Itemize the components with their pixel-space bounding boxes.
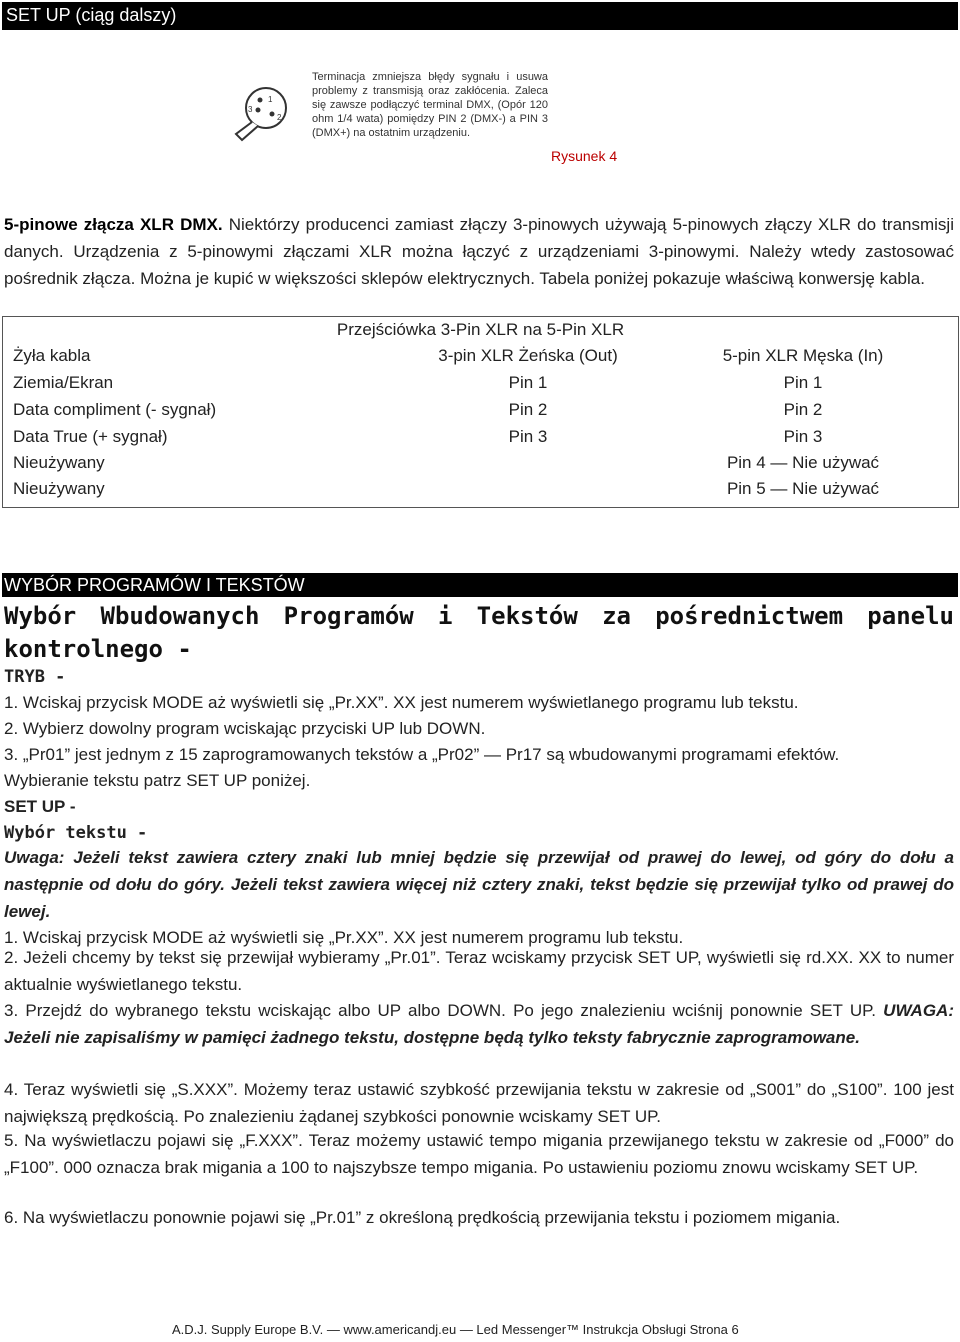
table-cell: Data True (+ sygnał) <box>13 427 168 446</box>
setup-step: 5. Na wyświetlaczu pojawi się „F.XXX”. Teraz możemy ustawić tempo migania przewijanego tekstu w zakresie od „F000” do „F100”. 000 oznacza brak migania a 100 to najszybsze tempo migania. Po ustawieniu poziomu znowu wciskamy SET UP. <box>4 1131 954 1177</box>
setup-step-text: 3. Przejdź do wybranego tekstu wciskając albo UP albo DOWN. Po jego znalezieniu wciśnij ponownie SET UP. <box>4 1001 884 1020</box>
table-cell: 5-pin XLR Męska (In) <box>722 346 884 365</box>
factory-text-warning: UWAGA: Jeżeli nie zapisaliśmy w pamięci żadnego tekstu, dostępne będą tylko teksty fabrycznie zaprogramowane. <box>4 1001 954 1047</box>
xlr-paragraph <box>4 212 954 292</box>
table-cell: Pin 1 <box>508 373 548 392</box>
table-cell: Ziemia/Ekran <box>13 373 114 392</box>
setup-label: SET UP - <box>4 797 76 816</box>
table-row <box>13 479 953 505</box>
page-footer: A.D.J. Supply Europe B.V. — www.americandj.eu — Led Messenger™ Instrukcja Obsługi Strona 6 <box>172 1322 739 1337</box>
setup-step: 6. Na wyświetlaczu ponownie pojawi się „Pr.01” z określoną prędkością przewijania tekstu i poziomem migania. <box>4 1208 841 1227</box>
section-header-bar <box>2 2 958 30</box>
table-cell: Data compliment (- sygnał) <box>13 400 217 419</box>
program-step: 1. Wciskaj przycisk MODE aż wyświetli się „Pr.XX”. XX jest numerem wyświetlanego programu lub tekstu. <box>4 693 799 712</box>
program-step: Wybieranie tekstu patrz SET UP poniżej. <box>4 771 311 790</box>
table-cell: 3-pin XLR Żeńska (Out) <box>438 346 618 365</box>
figure-caption: Rysunek 4 <box>551 148 618 164</box>
table-header-row <box>13 346 953 372</box>
table-row <box>13 453 953 479</box>
table-row <box>13 427 953 453</box>
setup-step: 4. Teraz wyświetli się „S.XXX”. Możemy teraz ustawić szybkość przewijania tekstu w zakresie od „S001” do „S100”. 100 jest największą prędkością. Po znalezieniu żądanej szybkości ponownie wciskamy SET UP. <box>4 1080 954 1126</box>
program-step: 3. „Pr01” jest jednym z 15 zaprogramowanych tekstów a „Pr02” — Pr17 są wbudowanymi programami efektów. <box>4 745 840 764</box>
table-cell: Pin 4 — Nie używać <box>726 453 880 472</box>
table-cell: Pin 2 <box>783 400 823 419</box>
xlr-terminator-icon <box>228 78 298 148</box>
table-row <box>13 373 953 399</box>
table-cell: Pin 3 <box>783 427 823 446</box>
table-cell: Nieużywany <box>13 453 105 472</box>
table-cell: Pin 5 — Nie używać <box>726 479 880 498</box>
text-selection-label: Wybór tekstu - <box>4 823 148 843</box>
scroll-warning: Uwaga: Jeżeli tekst zawiera cztery znaki lub mniej będzie się przewijał od prawej do lewej, od góry do dołu a następnie od dołu do góry. Jeżeli tekst zawiera więcej niż cztery znaki, tekst będzie się przewijał tylko od prawej do lewej. <box>4 848 954 921</box>
section-title: SET UP (ciąg dalszy) <box>6 5 177 25</box>
termination-note: Terminacja zmniejsza błędy sygnału i usuwa problemy z transmisją oraz zakłócenia. Zaleca się zawsze podłączyć terminal DMX, (Opór 120 ohm 1/4 wata) pomiędzy PIN 2 (DMX-) a PIN 3 (DMX+) na ostatnim urządzeniu. <box>312 71 548 139</box>
program-step: 2. Wybierz dowolny program wciskając przyciski UP lub DOWN. <box>4 719 486 738</box>
svg-text:2: 2 <box>277 113 282 122</box>
table-cell: Pin 2 <box>508 400 548 419</box>
program-heading: Wybór Wbudowanych Programów i Tekstów za pośrednictwem panelu kontrolnego - <box>4 602 954 663</box>
table-row <box>13 400 953 426</box>
setup-step: 2. Jeżeli chcemy by tekst się przewijał wybieramy „Pr.01”. Teraz wciskamy przycisk SET UP, wyświetli się rd.XX. XX to numer aktualnie wyświetlanego tekstu. <box>4 948 954 994</box>
xlr-text: Niektórzy producenci zamiast złączy 3-pinowych używają 5-pinowych złączy XLR do transmisji danych. Urządzenia z 5-pinowymi złączami XLR można łączyć z urządzeniami 3-pinowymi. Należy wtedy zastosować pośrednik złącza. Można je kupić w większości sklepów elektrycznych. Tabela poniżej pokazuje właściwą konwersję kabla. <box>4 215 954 288</box>
table-cell: Żyła kabla <box>13 346 91 365</box>
table-title: Przejściówka 3-Pin XLR na 5-Pin XLR <box>336 320 625 339</box>
program-section-title: WYBÓR PROGRAMÓW I TEKSTÓW <box>4 575 305 595</box>
xlr-heading: 5-pinowe złącza XLR DMX. <box>4 215 223 234</box>
program-section-bar <box>2 573 958 597</box>
table-cell: Pin 1 <box>783 373 823 392</box>
svg-text:3: 3 <box>248 105 253 114</box>
table-cell: Pin 3 <box>508 427 548 446</box>
setup-step <box>4 998 954 1052</box>
table-cell: Nieużywany <box>13 479 105 498</box>
adapter-table <box>2 316 959 508</box>
svg-text:1: 1 <box>268 95 273 104</box>
setup-step: 1. Wciskaj przycisk MODE aż wyświetli się „Pr.XX”. XX jest numerem programu lub tekstu. <box>4 928 684 947</box>
tryb-label: TRYB - <box>4 667 66 687</box>
